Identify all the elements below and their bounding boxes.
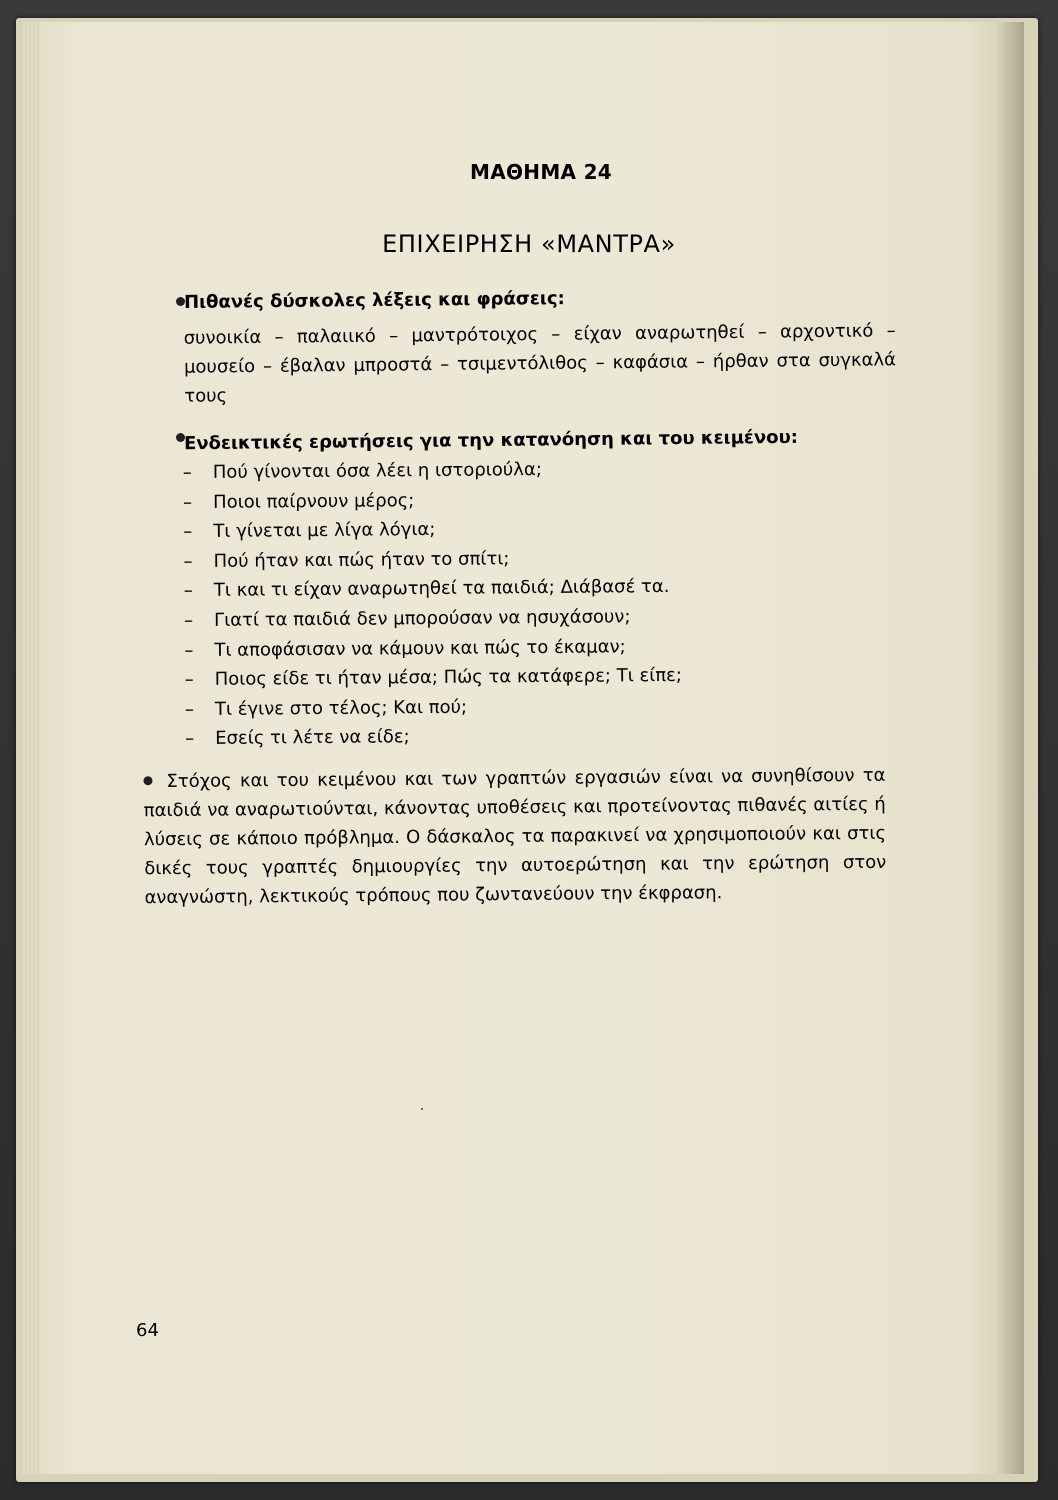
dust-speck [421, 1108, 423, 1110]
lesson-title: ΜΑΘΗΜΑ 24 [470, 160, 612, 184]
list-item [185, 691, 683, 725]
list-item [183, 543, 681, 577]
question-text: Ποιοι παίρνουν μέρος; [213, 489, 415, 513]
question-text: Ποιος είδε τι ήταν μέσα; Πώς τα κατάφερε; Τι είπε; [214, 664, 683, 691]
difficult-words-heading: Πιθανές δύσκολες λέξεις και φράσεις: [183, 288, 565, 313]
dust-speck [1040, 8, 1043, 11]
list-item [184, 572, 682, 606]
question-text: Γιατί τα παιδιά δεν μπορούσαν να ησυχάσουν; [214, 606, 631, 631]
dash-marker: – [182, 462, 192, 484]
dash-marker: – [183, 491, 193, 513]
dash-marker: – [184, 639, 194, 661]
difficult-words-text: συνοικία – παλαιικό – μαντρότοιχος – είχαν αναρωτηθεί – αρχοντικό – μουσείο – έβαλαν μπροστά – τσιμεντόλιθος – καφάσια – ήρθαν στα συγκαλά τους [183, 320, 897, 407]
dash-marker: – [184, 669, 194, 691]
list-item [184, 602, 682, 636]
question-text: Τι έγινε στο τέλος; Και πού; [214, 696, 468, 720]
list-item [183, 454, 681, 488]
list-item [184, 631, 682, 665]
dash-marker: – [184, 610, 194, 632]
list-item [185, 661, 683, 695]
lesson-subtitle: ΕΠΙΧΕΙΡΗΣΗ «ΜΑΝΤΡΑ» [382, 230, 676, 258]
question-text: Εσείς τι λέτε να είδε; [215, 726, 410, 750]
questions-list [183, 454, 683, 754]
bullet-icon [143, 776, 152, 785]
list-item [185, 720, 683, 754]
question-text: Τι γίνεται με λίγα λόγια; [213, 519, 436, 543]
questions-heading: Ενδεικτικές ερωτήσεις για την κατανόηση και του κειμένου: [183, 426, 798, 455]
question-text: Πού γίνονται όσα λέει η ιστοριούλα; [212, 459, 542, 483]
list-item [183, 513, 681, 547]
page-number: 64 [136, 1320, 159, 1341]
dash-marker: – [185, 728, 195, 750]
question-text: Τι και τι είχαν αναρωτηθεί τα παιδιά; Διάβασέ τα. [213, 576, 670, 602]
question-text: Τι αποφάσισαν να κάμουν και πώς το έκαμαν; [214, 635, 626, 661]
dash-marker: – [183, 550, 193, 572]
question-text: Πού ήταν και πώς ήταν το σπίτι; [213, 548, 510, 572]
goal-text: Στόχος και του κειμένου και των γραπτών εργασιών είναι να συνηθίσουν τα παιδιά να αναρωτιούνται, κάνοντας υποθέσεις και προτείνοντας πιθανές αιτίες ή λύσεις σε κάποιο πρόβλημα. Ο δάσκαλος τα παρακινεί να χρησιμοποιούν και στις δικές τους γραπτές δημιουργίες την αυτοερώτηση και την ερώτηση στον αναγνώστη, λεκτικούς τρόπους που ζωντανεύουν την έκφραση. [143, 764, 887, 909]
dash-marker: – [183, 521, 193, 543]
dash-marker: – [183, 580, 193, 602]
list-item [183, 483, 681, 517]
dash-marker: – [184, 698, 195, 720]
goal-paragraph [143, 761, 886, 912]
